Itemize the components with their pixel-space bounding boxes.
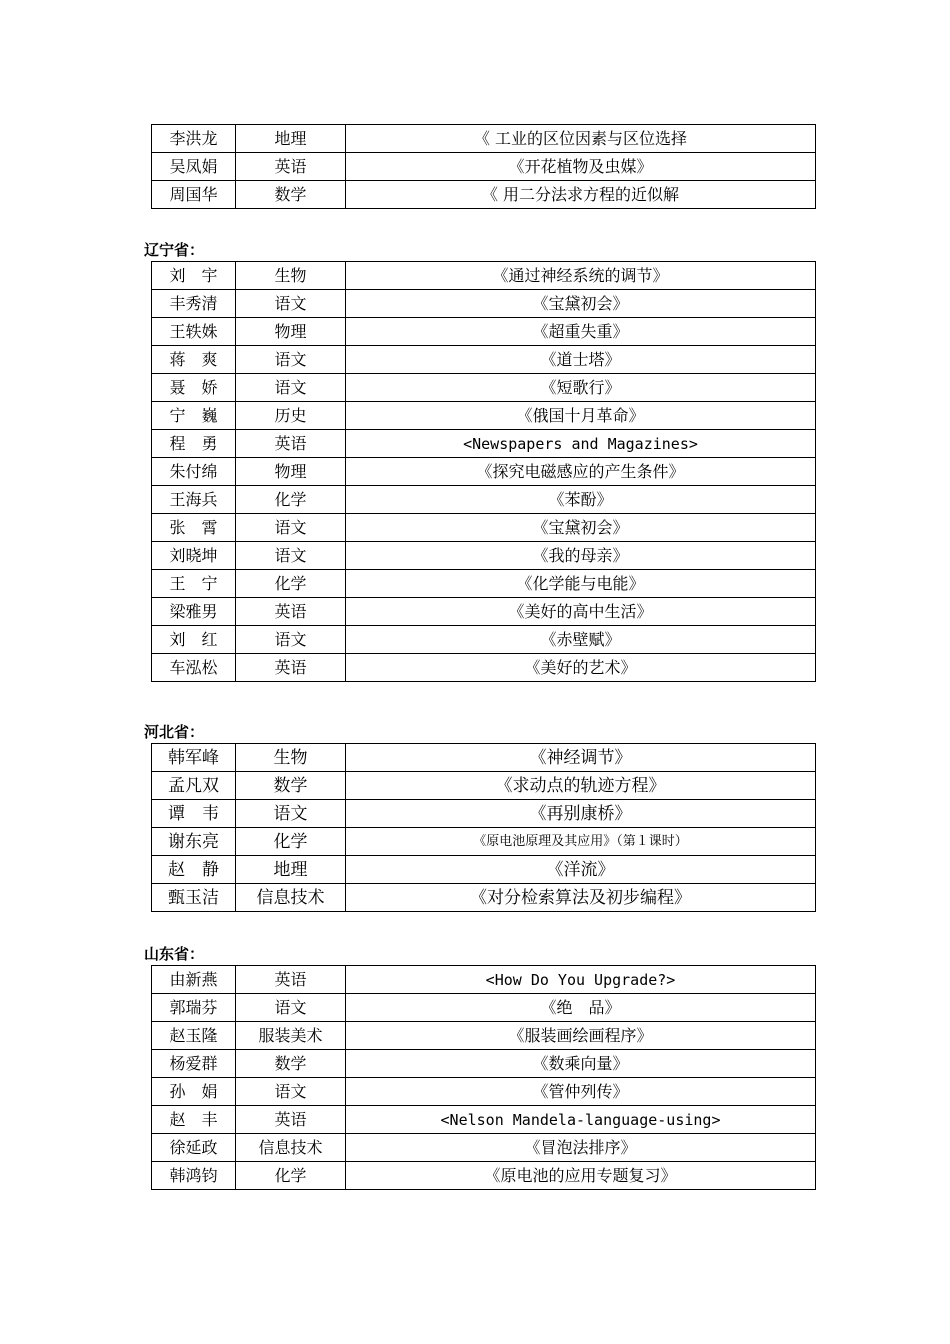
table-row (152, 856, 816, 884)
subject: 数学 (236, 181, 346, 209)
table-row (152, 346, 816, 374)
teacher-name: 李洪龙 (152, 125, 236, 153)
table-row (152, 318, 816, 346)
lesson-title: 《我的母亲》 (346, 542, 816, 570)
teacher-name: 丰秀清 (152, 290, 236, 318)
subject: 语文 (236, 800, 346, 828)
teacher-name: 谭 韦 (152, 800, 236, 828)
lesson-title: 《求动点的轨迹方程》 (346, 772, 816, 800)
subject: 语文 (236, 514, 346, 542)
subject: 英语 (236, 966, 346, 994)
subject: 英语 (236, 430, 346, 458)
subject: 语文 (236, 290, 346, 318)
teacher-name: 赵玉隆 (152, 1022, 236, 1050)
table-row (152, 744, 816, 772)
lesson-title: 《管仲列传》 (346, 1078, 816, 1106)
subject: 数学 (236, 1050, 346, 1078)
table-row (152, 570, 816, 598)
teacher-name: 周国华 (152, 181, 236, 209)
teacher-name: 刘 红 (152, 626, 236, 654)
lesson-title: 《神经调节》 (346, 744, 816, 772)
lesson-title: 《通过神经系统的调节》 (346, 262, 816, 290)
lesson-title: <Nelson Mandela-language-using> (346, 1106, 816, 1134)
teacher-name: 孟凡双 (152, 772, 236, 800)
lesson-title: 《宝黛初会》 (346, 290, 816, 318)
teacher-name: 徐延政 (152, 1134, 236, 1162)
lesson-title: 《宝黛初会》 (346, 514, 816, 542)
lesson-title: 《道士塔》 (346, 346, 816, 374)
table-row (152, 458, 816, 486)
table-row (152, 402, 816, 430)
table-row (152, 1106, 816, 1134)
section-heading: 山东省： (144, 945, 205, 963)
table-row (152, 598, 816, 626)
table-row (152, 772, 816, 800)
table-row (152, 884, 816, 912)
teacher-table (151, 743, 816, 912)
teacher-name: 刘晓坤 (152, 542, 236, 570)
teacher-name: 蒋 爽 (152, 346, 236, 374)
teacher-name: 杨爱群 (152, 1050, 236, 1078)
table-row (152, 262, 816, 290)
subject: 地理 (236, 125, 346, 153)
lesson-title: 《 用二分法求方程的近似解 (346, 181, 816, 209)
teacher-name: 王 宁 (152, 570, 236, 598)
lesson-title: 《开花植物及虫媒》 (346, 153, 816, 181)
lesson-title: 《绝 品》 (346, 994, 816, 1022)
subject: 历史 (236, 402, 346, 430)
subject: 英语 (236, 598, 346, 626)
teacher-name: 吴凤娟 (152, 153, 236, 181)
teacher-name: 赵 静 (152, 856, 236, 884)
subject: 化学 (236, 570, 346, 598)
lesson-title: 《短歌行》 (346, 374, 816, 402)
lesson-title: 《服装画绘画程序》 (346, 1022, 816, 1050)
subject: 数学 (236, 772, 346, 800)
lesson-title: 《对分检索算法及初步编程》 (346, 884, 816, 912)
subject: 化学 (236, 828, 346, 856)
subject: 生物 (236, 262, 346, 290)
table-row (152, 1022, 816, 1050)
teacher-name: 宁 巍 (152, 402, 236, 430)
section-heading: 辽宁省： (144, 241, 205, 259)
teacher-name: 韩鸿钧 (152, 1162, 236, 1190)
teacher-name: 刘 宇 (152, 262, 236, 290)
subject: 语文 (236, 542, 346, 570)
teacher-name: 聂 娇 (152, 374, 236, 402)
subject: 英语 (236, 153, 346, 181)
teacher-name: 郭瑞芬 (152, 994, 236, 1022)
lesson-title: 《俄国十月革命》 (346, 402, 816, 430)
teacher-name: 由新燕 (152, 966, 236, 994)
teacher-table (151, 261, 816, 682)
table-row (152, 181, 816, 209)
subject: 语文 (236, 1078, 346, 1106)
subject: 服装美术 (236, 1022, 346, 1050)
subject: 语文 (236, 374, 346, 402)
table-row (152, 626, 816, 654)
subject: 语文 (236, 994, 346, 1022)
teacher-table (151, 124, 816, 209)
lesson-title: 《 工业的区位因素与区位选择 (346, 125, 816, 153)
table-row (152, 654, 816, 682)
lesson-title: 《原电池原理及其应用》（第１课时） (346, 828, 816, 856)
teacher-table (151, 965, 816, 1190)
subject: 信息技术 (236, 884, 346, 912)
teacher-name: 张 霄 (152, 514, 236, 542)
table-row (152, 290, 816, 318)
lesson-title: 《原电池的应用专题复习》 (346, 1162, 816, 1190)
table-row (152, 1162, 816, 1190)
teacher-name: 梁雅男 (152, 598, 236, 626)
table-row (152, 1134, 816, 1162)
subject: 地理 (236, 856, 346, 884)
teacher-name: 韩军峰 (152, 744, 236, 772)
teacher-name: 王海兵 (152, 486, 236, 514)
subject: 英语 (236, 1106, 346, 1134)
lesson-title: 《超重失重》 (346, 318, 816, 346)
subject: 生物 (236, 744, 346, 772)
subject: 化学 (236, 1162, 346, 1190)
lesson-title: <How Do You Upgrade?> (346, 966, 816, 994)
subject: 信息技术 (236, 1134, 346, 1162)
lesson-title: 《苯酚》 (346, 486, 816, 514)
lesson-title: 《数乘向量》 (346, 1050, 816, 1078)
table-row (152, 125, 816, 153)
teacher-name: 朱付绵 (152, 458, 236, 486)
lesson-title: 《化学能与电能》 (346, 570, 816, 598)
table-row (152, 994, 816, 1022)
table-row (152, 514, 816, 542)
table-row (152, 542, 816, 570)
table-row (152, 153, 816, 181)
teacher-name: 赵 丰 (152, 1106, 236, 1134)
lesson-title: 《洋流》 (346, 856, 816, 884)
subject: 语文 (236, 626, 346, 654)
lesson-title: 《赤壁赋》 (346, 626, 816, 654)
teacher-name: 甄玉洁 (152, 884, 236, 912)
table-row (152, 430, 816, 458)
lesson-title: 《美好的高中生活》 (346, 598, 816, 626)
lesson-title: 《美好的艺术》 (346, 654, 816, 682)
teacher-name: 谢东亮 (152, 828, 236, 856)
lesson-title: <Newspapers and Magazines> (346, 430, 816, 458)
teacher-name: 王轶姝 (152, 318, 236, 346)
subject: 英语 (236, 654, 346, 682)
table-row (152, 374, 816, 402)
table-row (152, 800, 816, 828)
table-row (152, 966, 816, 994)
table-row (152, 486, 816, 514)
lesson-title: 《再别康桥》 (346, 800, 816, 828)
lesson-title: 《探究电磁感应的产生条件》 (346, 458, 816, 486)
subject: 物理 (236, 458, 346, 486)
table-row (152, 828, 816, 856)
table-row (152, 1078, 816, 1106)
subject: 化学 (236, 486, 346, 514)
subject: 物理 (236, 318, 346, 346)
lesson-title: 《冒泡法排序》 (346, 1134, 816, 1162)
teacher-name: 程 勇 (152, 430, 236, 458)
table-row (152, 1050, 816, 1078)
subject: 语文 (236, 346, 346, 374)
teacher-name: 车泓松 (152, 654, 236, 682)
section-heading: 河北省： (144, 723, 205, 741)
teacher-name: 孙 娟 (152, 1078, 236, 1106)
